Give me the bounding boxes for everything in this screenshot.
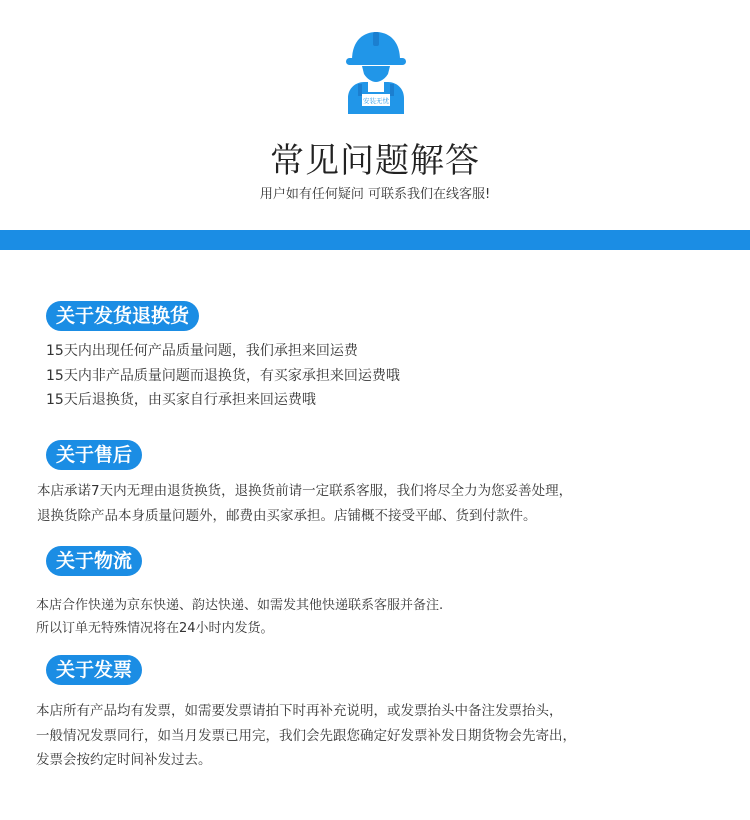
section-body-shipping-returns	[46, 339, 400, 413]
blue-divider-bar	[0, 230, 750, 250]
text-line: 发票会按约定时间补发过去。	[36, 752, 212, 768]
strap-right	[390, 84, 394, 96]
face-shape	[362, 66, 390, 82]
text-line: 退换货除产品本身质量问题外，邮费由买家承担。店铺概不接受平邮、货到付款件。	[37, 507, 537, 524]
logo-text: 安装无忧	[363, 97, 389, 105]
section-body-logistics	[36, 594, 443, 640]
helmet-brim	[346, 58, 406, 65]
worker-logo-icon	[338, 26, 414, 114]
text-line: 15天内出现任何产品质量问题，我们承担来回运费	[46, 343, 358, 359]
page-title: 常见问题解答	[270, 141, 480, 181]
section-title-after-sales: 关于售后	[46, 440, 142, 470]
text-line: 15天内非产品质量问题而退换货，有买家承担来回运费哦	[46, 367, 400, 384]
text-line: 本店所有产品均有发票，如需要发票请拍下时再补充说明，或发票抬头中备注发票抬头，	[36, 703, 563, 719]
section-body-invoice	[36, 699, 576, 773]
section-body-after-sales	[37, 479, 572, 528]
section-title-shipping-returns: 关于发货退换货	[46, 301, 199, 331]
section-title-invoice: 关于发票	[46, 655, 142, 685]
section-title-logistics: 关于物流	[46, 546, 142, 576]
text-line: 本店合作快递为京东快递、韵达快递、如需发其他快递联系客服并备注.	[36, 598, 444, 613]
text-line: 本店承诺7天内无理由退货换货，退换货前请一定联系客服，我们将尽全力为您妥善处理，	[37, 483, 573, 499]
page-subtitle: 用户如有任何疑问 可联系我们在线客服!	[259, 187, 491, 202]
text-line: 15天后退换货，由买家自行承担来回运费哦	[46, 392, 316, 408]
strap-left	[358, 84, 362, 96]
text-line: 所以订单无特殊情况将在24小时内发货。	[36, 621, 274, 636]
helmet-ridge	[373, 32, 379, 46]
text-line: 一般情况发票同行，如当月发票已用完，我们会先跟您确定好发票补发日期货物会先寄出，	[36, 727, 576, 744]
